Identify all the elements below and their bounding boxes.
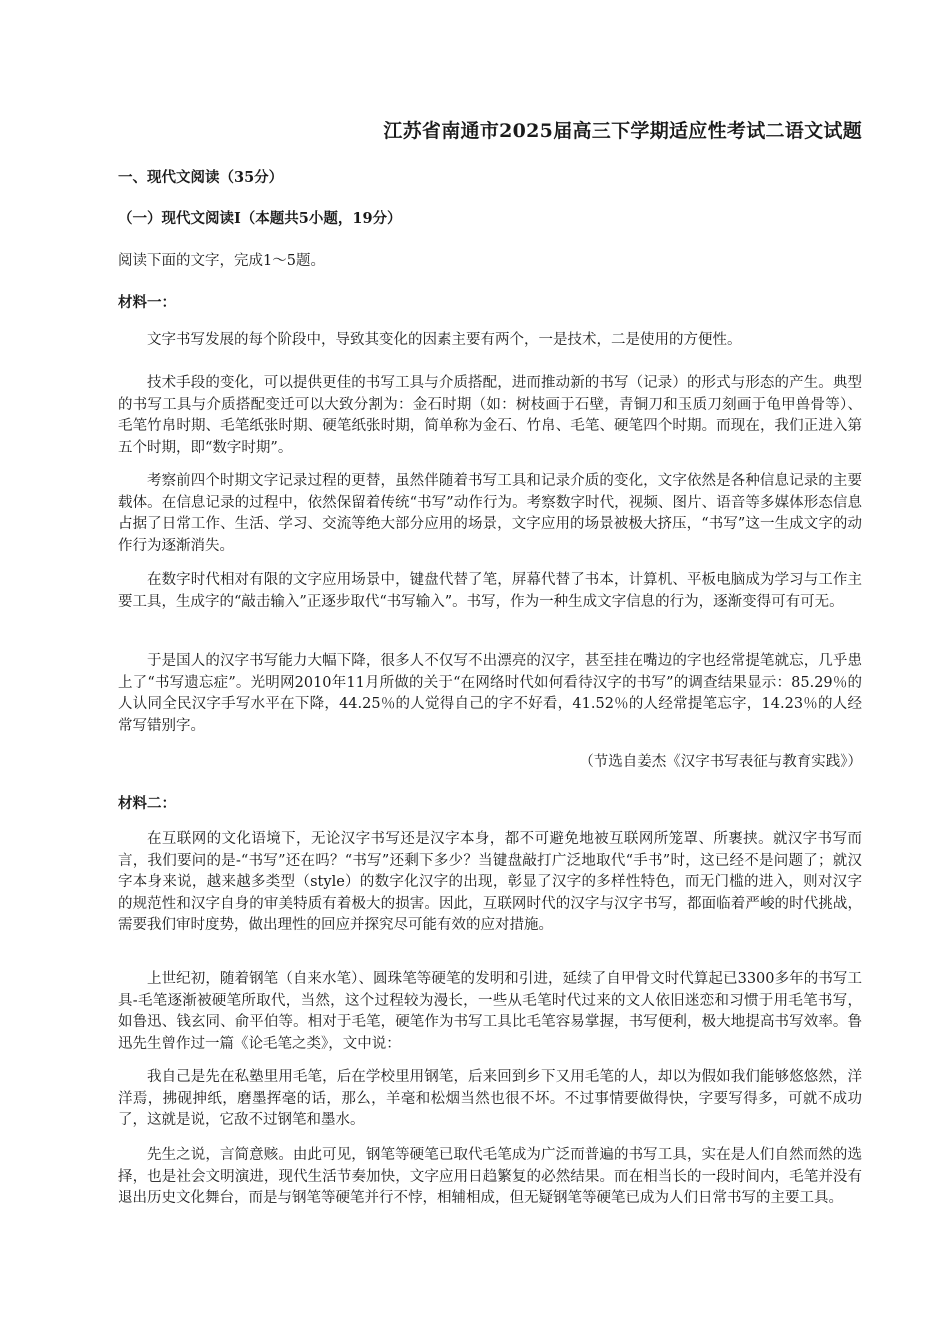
material-2-quote: 我自己是先在私塾里用毛笔，后在学校里用钢笔，后来回到乡下又用毛笔的人，却以为假如我们能够悠悠然，洋洋焉，拂砚抻纸，磨墨挥毫的话，那么，羊毫和松烟当然也很不坏。不过事情要做得快，字要写得多，可就不成功了，这就是说，它敌不过钢笔和墨水。 [118, 1069, 862, 1128]
material-2-paragraph: 在互联网的文化语境下，无论汉字书写还是汉字本身，都不可避免地被互联网所笼罩、所裹挟。就汉字书写而言，我们要问的是-“书写”还在吗？“书写”还剩下多少？当键盘敲打广泛地取代“手书”时，这已经不是问题了；就汉字本身来说，越来越多类型（style）的数字化汉字的出现，彰显了汉字的多样性特色，而无门槛的进入，则对汉字的规范性和汉字自身的审美特质有着极大的损害。因此，互联网时代的汉字与汉字书写，都面临着严峻的时代挑战，需要我们审时度势，做出理性的回应并探究尽可能有效的应对措施。 [118, 831, 862, 933]
section-heading-modern-reading: 一、现代文阅读（35分） [118, 169, 284, 186]
material-1-label: 材料一： [118, 294, 176, 311]
material-2-label: 材料二： [118, 795, 176, 812]
material-1-paragraph: 文字书写发展的每个阶段中，导致其变化的因素主要有两个，一是技术，二是使用的方便性。 [147, 332, 742, 348]
material-1-paragraph: 于是国人的汉字书写能力大幅下降，很多人不仅写不出漂亮的汉字，甚至挂在嘴边的字也经常提笔就忘，几乎患上了“书写遗忘症”。光明网2010年11月所做的关于“在网络时代如何看待汉字的书写”的调查结果显示：85.29％的人认同全民汉字手写水平在下降，44.25％的人觉得自己的字不好看，41.52％的人经常提笔忘字，14.23％的人经常写错别字。 [118, 653, 862, 734]
material-1-paragraph: 在数字时代相对有限的文字应用场景中，键盘代替了笔，屏幕代替了书本，计算机、平板电脑成为学习与工作主要工具，生成字的“敲击输入”正逐步取代“书写输入”。书写，作为一种生成文字信息的行为，逐渐变得可有可无。 [118, 572, 862, 610]
page-title: 江苏省南通市2025届高三下学期适应性考试二语文试题 [383, 120, 862, 142]
subsection-heading-reading-1: （一）现代文阅读Ⅰ（本题共5小题，19分） [118, 210, 402, 227]
material-2-paragraph: 上世纪初，随着钢笔（自来水笔）、圆珠笔等硬笔的发明和引进，延续了自甲骨文时代算起已3300多年的书写工具-毛笔逐渐被硬笔所取代，当然，这个过程较为漫长，一些从毛笔时代过来的文人依旧迷恋和习惯于用毛笔书写，如鲁迅、钱玄同、俞平伯等。相对于毛笔，硬笔作为书写工具比毛笔容易掌握，书写便利，极大地提高书写效率。鲁迅先生曾作过一篇《论毛笔之类》，文中说： [118, 971, 862, 1052]
material-1-paragraph: 考察前四个时期文字记录过程的更替，虽然伴随着书写工具和记录介质的变化，文字依然是各种信息记录的主要载体。在信息记录的过程中，依然保留着传统“书写”动作行为。考察数字时代，视频、图片、语音等多媒体形态信息占据了日常工作、生活、学习、交流等绝大部分应用的场景，文字应用的场景被极大挤压，“书写”这一生成文字的动作行为逐渐消失。 [118, 473, 862, 554]
material-2-paragraph: 先生之说，言简意赅。由此可见，钢笔等硬笔已取代毛笔成为广泛而普遍的书写工具，实在是人们自然而然的选择，也是社会文明演进，现代生活节奏加快，文字应用日趋繁复的必然结果。而在相当长的一段时间内，毛笔并没有退出历史文化舞台，而是与钢笔等硬笔并行不悖，相辅相成，但无疑钢笔等硬笔已成为人们日常书写的主要工具。 [118, 1147, 862, 1206]
material-1-paragraph: 技术手段的变化，可以提供更佳的书写工具与介质搭配，进而推动新的书写（记录）的形式与形态的产生。典型的书写工具与介质搭配变迁可以大致分割为：金石时期（如：树枝画于石壁，青铜刀和玉质刀刻画于龟甲兽骨等）、毛笔竹帛时期、毛笔纸张时期、硬笔纸张时期，简单称为金石、竹帛、毛笔、硬笔四个时期。而现在，我们正进入第五个时期，即“数字时期”。 [118, 375, 862, 456]
reading-instruction: 阅读下面的文字，完成1～5题。 [118, 253, 325, 269]
material-1-source: （节选自姜杰《汉字书写表征与教育实践》） [579, 754, 862, 770]
